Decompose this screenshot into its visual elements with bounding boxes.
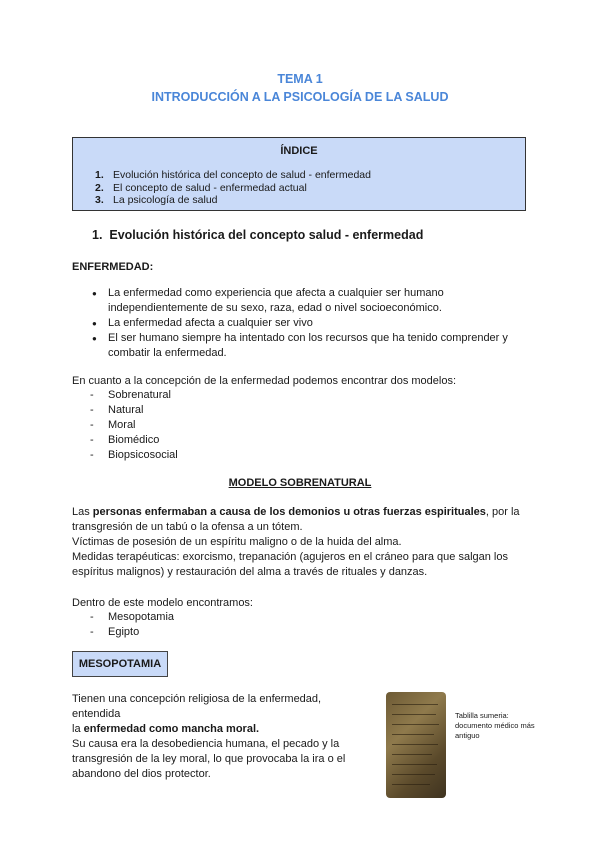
text-run: Medidas terapéuticas: exorcismo, trepanación (agujeros en el cráneo para que salgan los espíritus malignos) y restauración del alma a través de rituales y danzas. <box>72 551 508 578</box>
index-item <box>95 194 371 207</box>
list-item: - Sobrenatural <box>90 388 178 403</box>
text-run: Su causa era la desobediencia humana, el pecado y la transgresión de la ley moral, lo que provocaba la ira o el abandono del dios protector. <box>72 738 346 780</box>
index-item <box>95 169 371 182</box>
sumerian-tablet-image <box>386 692 446 798</box>
list-item: - Biomédico <box>90 433 178 448</box>
within-model-intro: Dentro de este modelo encontramos: <box>72 597 253 609</box>
mesopotamia-heading: MESOPOTAMIA <box>72 651 168 677</box>
text-run-bold: personas enfermaban a causa de los demonios u otras fuerzas espirituales <box>92 506 486 518</box>
section-heading: 1. Evolución histórica del concepto salud - enfermedad <box>92 228 424 242</box>
index-box <box>72 137 526 211</box>
list-item: - Moral <box>90 418 178 433</box>
index-item <box>95 182 371 195</box>
index-title: ÍNDICE <box>280 145 318 157</box>
index-item-number: 2. <box>95 181 104 194</box>
index-item-label: El concepto de salud - enfermedad actual <box>113 181 307 194</box>
index-list <box>95 169 371 207</box>
index-item-number: 1. <box>95 169 104 181</box>
models-list <box>90 388 178 463</box>
list-item: - Mesopotamia <box>90 610 174 625</box>
enfermedad-subheading: ENFERMEDAD: <box>72 261 154 273</box>
text-run: Víctimas de posesión de un espíritu maligno o de la huida del alma. <box>72 536 402 548</box>
list-item: - Natural <box>90 403 178 418</box>
list-item: ● La enfermedad afecta a cualquier ser vivo <box>92 316 522 331</box>
list-item: ● El ser humano siempre ha intentado con los recursos que ha tenido comprender y combatir la enfermedad. <box>92 331 522 361</box>
text-run: la <box>72 723 84 735</box>
index-item-label: La psicología de salud <box>113 194 218 206</box>
index-item-label: Evolución histórica del concepto de salud - enfermedad <box>113 169 371 181</box>
supernatural-list <box>90 610 174 640</box>
mesopotamia-paragraph <box>72 692 372 782</box>
image-caption: Tablilla sumeria: documento médico más antiguo <box>455 711 535 740</box>
supernatural-paragraph <box>72 505 528 580</box>
enfermedad-bullets <box>92 286 522 361</box>
text-run: Las <box>72 506 93 518</box>
supernatural-heading: MODELO SOBRENATURAL <box>228 477 372 489</box>
text-run: Tienen una concepción religiosa de la enfermedad, entendida <box>72 693 322 720</box>
list-item: - Biopsicosocial <box>90 448 178 463</box>
list-item: ● La enfermedad como experiencia que afecta a cualquier ser humano independientemente de su sexo, raza, edad o nivel socioeconómico. <box>92 286 522 316</box>
topic-number: TEMA 1 <box>277 72 323 86</box>
list-item: - Egipto <box>90 625 174 640</box>
models-intro: En cuanto a la concepción de la enfermedad podemos encontrar dos modelos: <box>72 375 457 387</box>
text-run: , por la transgresión de un tabú o la ofensa a un tótem. <box>72 506 520 533</box>
page-title: INTRODUCCIÓN A LA PSICOLOGÍA DE LA SALUD <box>151 90 449 104</box>
index-item-number: 3. <box>95 194 104 206</box>
text-run-bold: enfermedad como mancha moral. <box>83 723 260 735</box>
